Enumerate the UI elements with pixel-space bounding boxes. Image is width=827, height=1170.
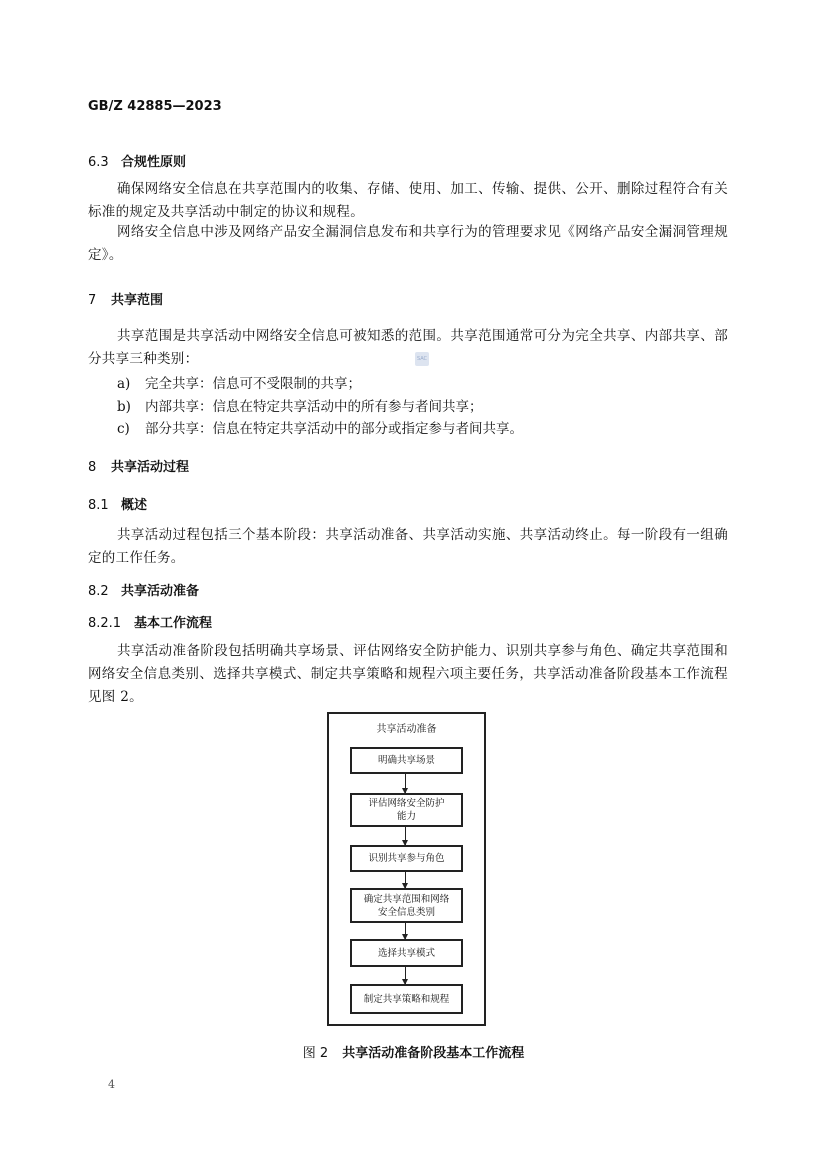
section-number: 7: [88, 293, 97, 308]
flow-arrow: [405, 923, 406, 939]
flow-arrow: [405, 774, 406, 793]
section-7-heading: [88, 289, 163, 308]
list-text: 部分共享：信息在特定共享活动中的部分或指定参与者间共享。: [145, 421, 523, 437]
flow-step-line: 明确共享场景: [377, 755, 435, 766]
flow-step-line: 评估网络安全防护: [368, 798, 445, 809]
paragraph-7-1: 共享范围是共享活动中网络安全信息可被知悉的范围。共享范围通常可分为完全共享、内部共享、部分共享三种类别：: [88, 328, 728, 367]
section-title: 共享活动准备: [121, 584, 200, 599]
list-marker: a): [117, 376, 131, 392]
section-number: 8.1: [88, 498, 109, 513]
flow-step-formulate-policy: [350, 984, 463, 1014]
figure-title: 共享活动准备阶段基本工作流程: [342, 1046, 525, 1061]
list-marker: c): [117, 421, 130, 437]
list-item: [117, 395, 483, 415]
list-text: 内部共享：信息在特定共享活动中的所有参与者间共享；: [145, 399, 483, 415]
flowchart-title: 共享活动准备: [376, 724, 437, 735]
flow-step-assess-capability: [350, 793, 463, 827]
figure-number: 图 2: [302, 1046, 329, 1061]
section-8-2-1-heading: [88, 612, 212, 631]
figure-caption: [0, 1042, 827, 1061]
flow-step-select-mode: [350, 939, 463, 967]
section-number: 8.2.1: [88, 616, 122, 631]
flow-arrow: [405, 967, 406, 984]
section-title: 共享范围: [111, 293, 164, 308]
standard-number: GB/Z 42885—2023: [88, 99, 222, 114]
section-number: 8.2: [88, 584, 109, 599]
section-8-1-heading: [88, 494, 147, 513]
section-number: 6.3: [88, 155, 109, 170]
section-title: 合规性原则: [121, 155, 187, 170]
section-title: 基本工作流程: [134, 616, 213, 631]
list-item: [117, 417, 523, 437]
flow-step-line: 能力: [396, 811, 416, 822]
paragraph-6-3-1: 确保网络安全信息在共享范围内的收集、存储、使用、加工、传输、提供、公开、删除过程符合有关标准的规定及共享活动中制定的协议和规程。: [88, 181, 728, 220]
list-marker: b): [117, 399, 131, 415]
paragraph-8-2-1: 共享活动准备阶段包括明确共享场景、评估网络安全防护能力、识别共享参与角色、确定共享范围和网络安全信息类别、选择共享模式、制定共享策略和规程六项主要任务，共享活动准备阶段基本工作流程见图 2。: [88, 643, 728, 705]
flow-step-line: 制定共享策略和规程: [363, 993, 450, 1005]
flow-step-line: 安全信息类别: [377, 906, 435, 918]
flow-arrow: [405, 827, 406, 845]
sac-watermark: SAC: [415, 352, 429, 366]
flow-arrow: [405, 872, 406, 888]
flow-step-line: 确定共享范围和网络: [363, 893, 450, 905]
flow-step-determine-scope: [350, 888, 463, 923]
section-title: 概述: [121, 498, 148, 513]
paragraph-8-1: 共享活动过程包括三个基本阶段：共享活动准备、共享活动实施、共享活动终止。每一阶段有一组确定的工作任务。: [88, 527, 728, 566]
page-number: 4: [108, 1078, 115, 1091]
list-item: [117, 372, 361, 392]
section-number: 8: [88, 460, 97, 475]
flow-step-line: 识别共享参与角色: [368, 853, 445, 864]
flow-step-line: 选择共享模式: [377, 947, 435, 959]
section-8-heading: [88, 456, 189, 475]
paragraph-6-3-2: 网络安全信息中涉及网络产品安全漏洞信息发布和共享行为的管理要求见《网络产品安全漏洞管理规定》。: [88, 224, 728, 263]
section-8-2-heading: [88, 580, 199, 599]
flow-step-identify-roles: [350, 845, 463, 872]
section-title: 共享活动过程: [111, 460, 190, 475]
section-6-3-heading: [88, 151, 186, 170]
list-text: 完全共享：信息可不受限制的共享；: [145, 376, 361, 392]
flow-step-clarify-scenario: [350, 747, 463, 774]
